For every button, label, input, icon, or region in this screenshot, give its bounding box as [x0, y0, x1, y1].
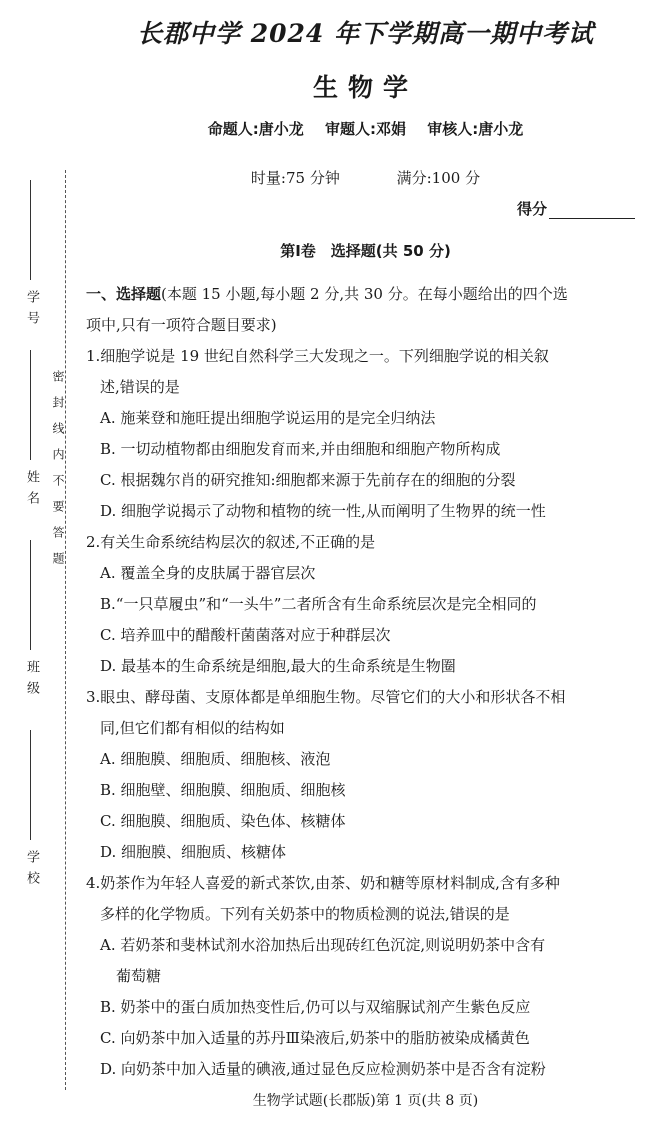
label-student-id: 学 号	[24, 290, 39, 327]
q3-stem-continued: 同,但它们都有相似的结构如	[100, 719, 285, 737]
q2-option-c: C. 培养皿中的醋酸杆菌菌落对应于种群层次	[100, 626, 391, 644]
q1-option-c: C. 根据魏尔肖的研究推知:细胞都来源于先前存在的细胞的分裂	[100, 471, 516, 489]
part-desc-continued: 项中,只有一项符合题目要求)	[86, 316, 277, 334]
q2-stem: 2.有关生命系统结构层次的叙述,不正确的是	[86, 533, 376, 551]
checker: 审核人:唐小龙	[427, 120, 524, 138]
q1-stem-continued: 述,错误的是	[100, 378, 180, 396]
q4-option-b: B. 奶茶中的蛋白质加热变性后,仍可以与双缩脲试剂产生紫色反应	[100, 998, 531, 1016]
q4-option-a-continued: 葡萄糖	[116, 967, 162, 985]
class-line	[30, 540, 31, 650]
setter: 命题人:唐小龙	[207, 120, 304, 138]
section-title: 第Ⅰ卷 选择题(共 50 分)	[280, 242, 451, 260]
q3-option-a: A. 细胞膜、细胞质、细胞核、液泡	[100, 750, 331, 768]
full-score: 满分:100 分	[396, 169, 481, 187]
exam-info	[80, 167, 651, 188]
q4-stem-continued: 多样的化学物质。下列有关奶茶中的物质检测的说法,错误的是	[100, 905, 510, 923]
q2-option-d: D. 最基本的生命系统是细胞,最大的生命系统是生物圈	[100, 657, 456, 675]
label-class: 班 级	[24, 660, 39, 697]
q4-stem: 4.奶茶作为年轻人喜爱的新式茶饮,由茶、奶和糖等原材料制成,含有多种	[86, 874, 560, 892]
question-body	[86, 279, 642, 1085]
q3-option-c: C. 细胞膜、细胞质、染色体、核糖体	[100, 812, 346, 830]
part-desc: (本题 15 小题,每小题 2 分,共 30 分。在每小题给出的四个选	[161, 285, 568, 303]
q1-option-b: B. 一切动植物都由细胞发育而来,并由细胞和细胞产物所构成	[100, 440, 501, 458]
part-intro	[86, 279, 642, 310]
label-school: 学 校	[24, 850, 39, 887]
page-footer: 生物学试题(长郡版)第 1 页(共 8 页)	[252, 1093, 479, 1109]
reviewer: 审题人:邓娟	[325, 120, 406, 138]
score-label: 得分	[516, 200, 547, 218]
label-name: 姓 名	[24, 470, 39, 507]
school-line	[30, 730, 31, 840]
q1-option-d: D. 细胞学说揭示了动物和植物的统一性,从而阐明了生物界的统一性	[100, 502, 546, 520]
q1-option-a: A. 施莱登和施旺提出细胞学说运用的是完全归纳法	[100, 409, 436, 427]
subject-title: 生物学	[312, 73, 418, 102]
exam-title: 长郡中学 2024 年下学期高一期中考试	[137, 19, 594, 48]
score-blank	[549, 204, 635, 219]
q1-stem: 1.细胞学说是 19 世纪自然科学三大发现之一。下列细胞学说的相关叙	[86, 347, 549, 365]
seal-dashed-line	[65, 170, 66, 1090]
q2-option-a: A. 覆盖全身的皮肤属于器官层次	[100, 564, 316, 582]
binding-margin	[0, 170, 80, 970]
duration: 时量:75 分钟	[250, 169, 340, 187]
q3-option-b: B. 细胞壁、细胞膜、细胞质、细胞核	[100, 781, 346, 799]
q3-stem: 3.眼虫、酵母菌、支原体都是单细胞生物。尽管它们的大小和形状各不相	[86, 688, 566, 706]
q4-option-d: D. 向奶茶中加入适量的碘液,通过显色反应检测奶茶中是否含有淀粉	[100, 1060, 546, 1078]
q4-option-a: A. 若奶茶和斐林试剂水浴加热后出现砖红色沉淀,则说明奶茶中含有	[100, 936, 546, 954]
q4-option-c: C. 向奶茶中加入适量的苏丹Ⅲ染液后,奶茶中的脂肪被染成橘黄色	[100, 1029, 530, 1047]
part-heading: 一、选择题	[86, 285, 162, 303]
q2-option-b: B.“一只草履虫”和“一头牛”二者所含有生命系统层次是完全相同的	[100, 595, 537, 613]
student-id-line	[30, 180, 31, 280]
q3-option-d: D. 细胞膜、细胞质、核糖体	[100, 843, 287, 861]
seal-notice: 密封线内不要答题	[51, 370, 65, 578]
score-field	[517, 198, 635, 219]
authors-line	[80, 118, 651, 139]
name-line	[30, 350, 31, 460]
